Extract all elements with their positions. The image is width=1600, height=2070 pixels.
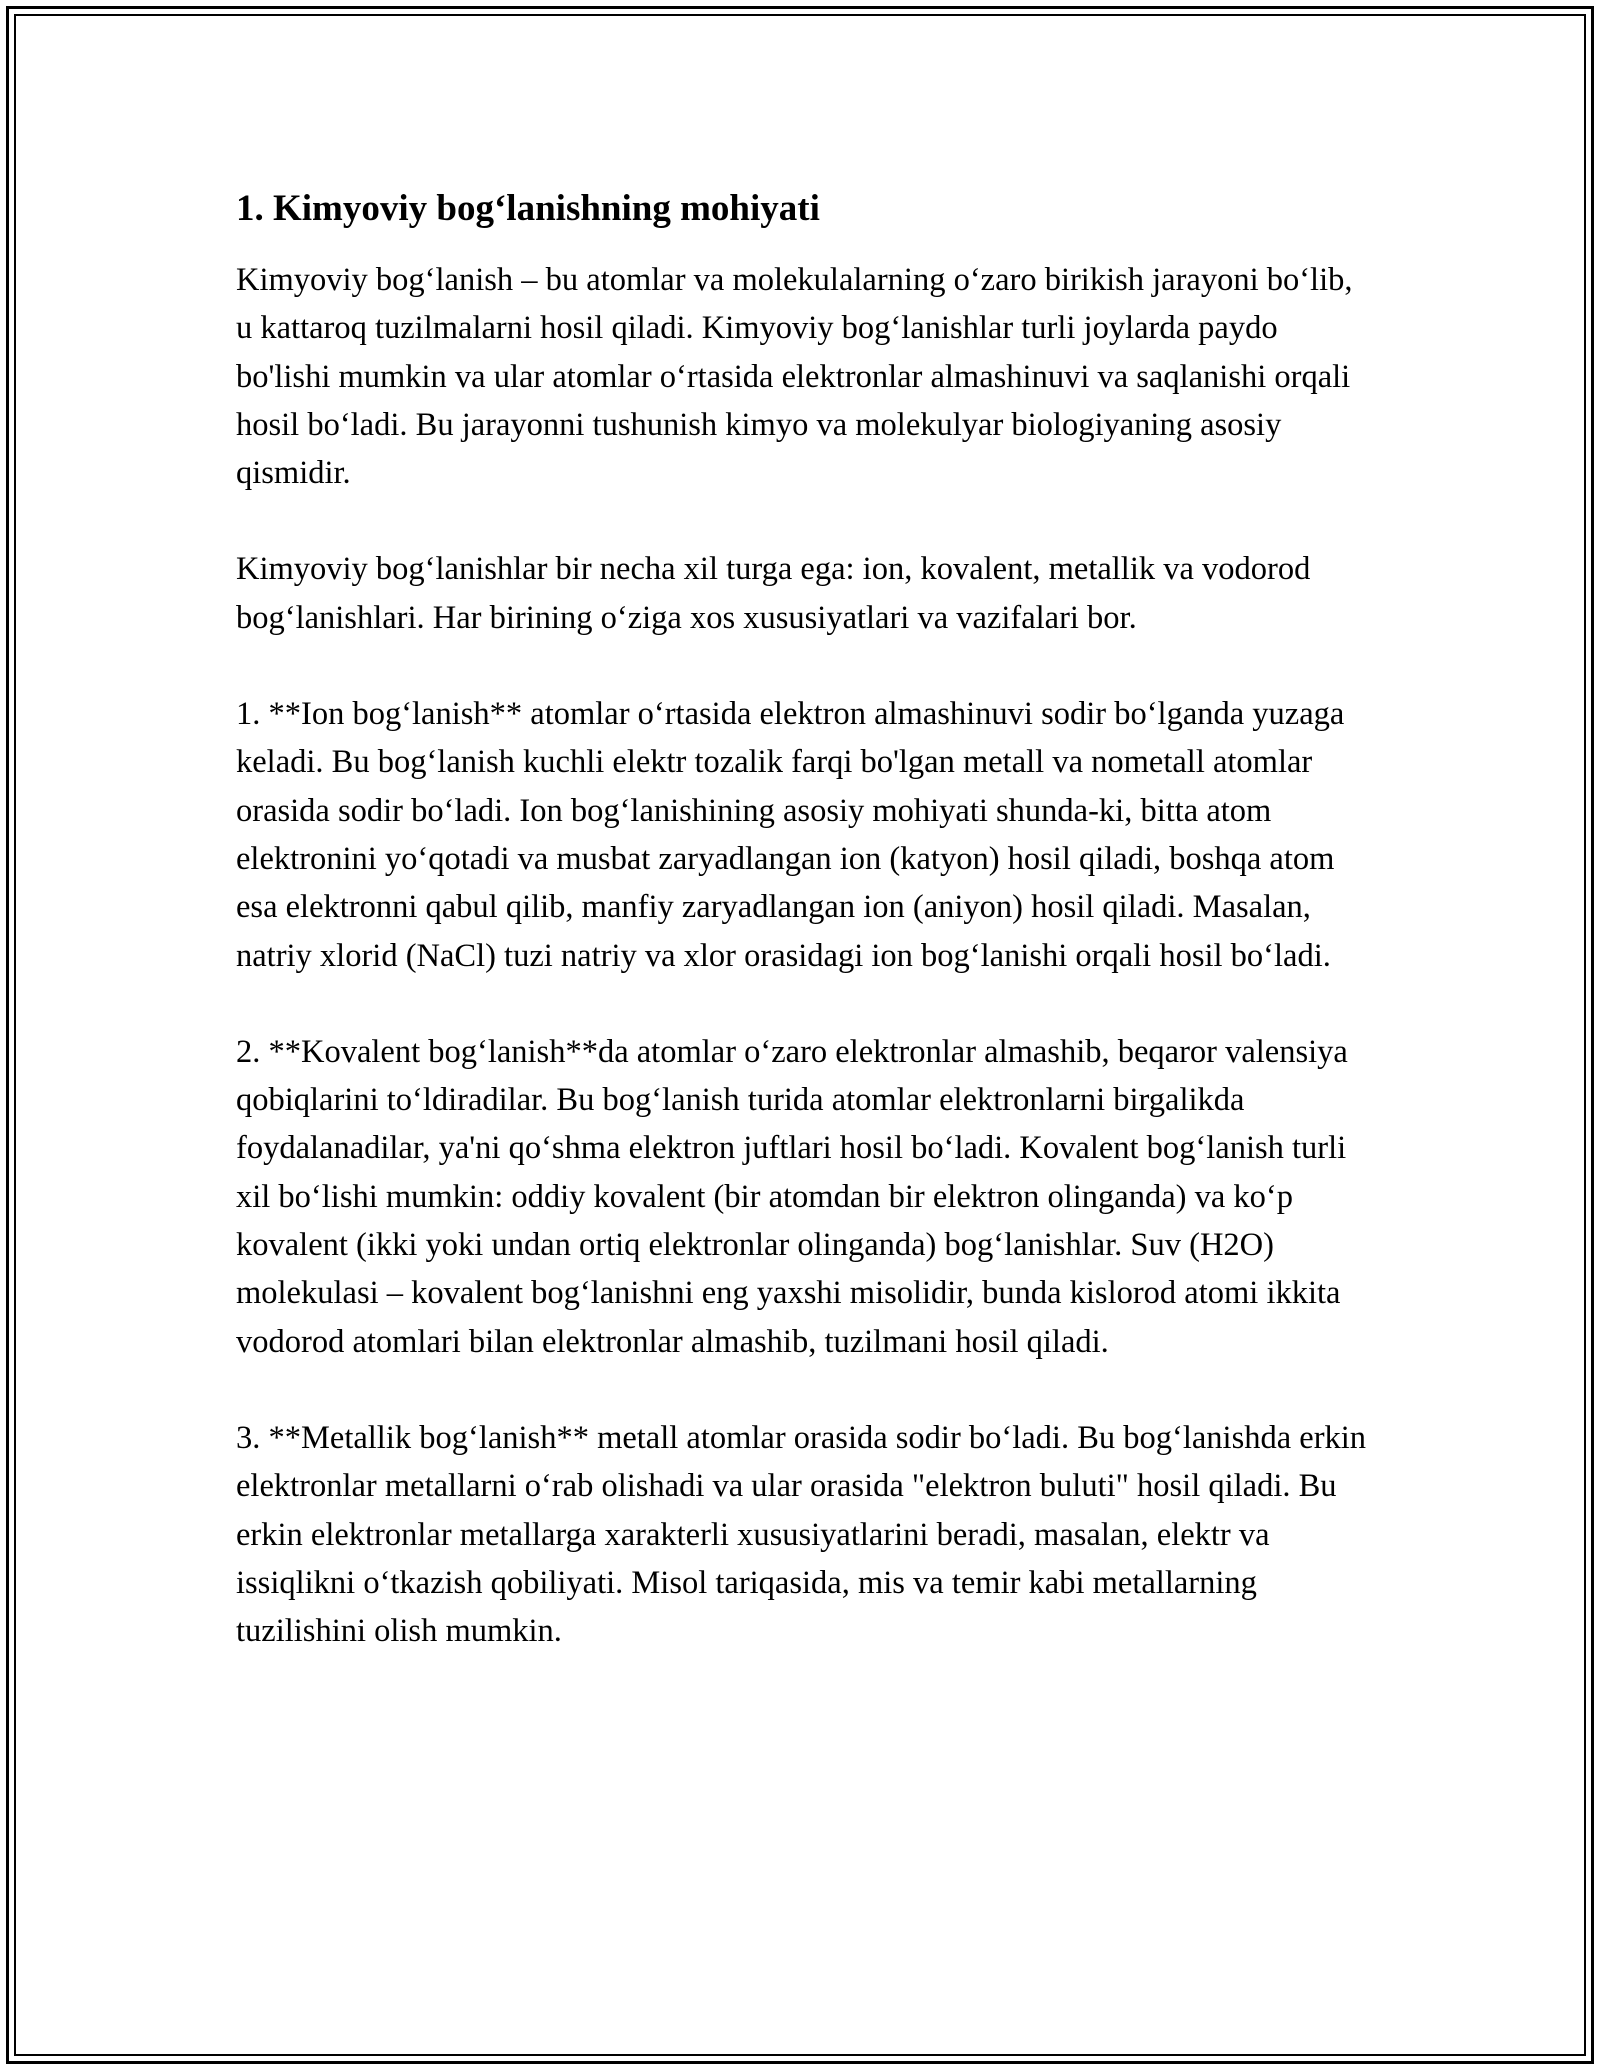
- paragraph-intro: Kimyoviy bog‘lanish – bu atomlar va molekulalarning o‘zaro birikish jarayoni bo‘lib, u kattaroq tuzilmalarni hosil qiladi. Kimyoviy bog‘lanishlar turli joylarda paydo bo'lishi mumkin va ular atomlar o‘rtasida elektronlar almashinuvi va saqlanishi orqali hosil bo‘ladi. Bu jarayonni tushunish kimyo va molekulyar biologiyaning asosiy qismidir.: [236, 262, 1353, 492]
- paragraph-metallic-bond: 3. **Metallik bog‘lanish** metall atomlar orasida sodir bo‘ladi. Bu bog‘lanishda erkin elektronlar metallarni o‘rab olishadi va ular orasida "elektron buluti" hosil qiladi. Bu erkin elektronlar metallarga xarakterli xususiyatlarini beradi, masalan, elektr va issiqlikni o‘tkazish qobiliyati. Misol tariqasida, mis va temir kabi metallarning tuzilishini olish mumkin.: [236, 1419, 1367, 1650]
- paragraph-covalent-bond: 2. **Kovalent bog‘lanish**da atomlar o‘zaro elektronlar almashib, beqaror valensiya qobiqlarini to‘ldiradilar. Bu bog‘lanish turida atomlar elektronlarni birgalikda foydalanadilar, ya'ni qo‘shma elektron juftlari hosil bo‘ladi. Kovalent bog‘lanish turli xil bo‘lishi mumkin: oddiy kovalent (bir atomdan bir elektron olinganda) va ko‘p kovalent (ikki yoki undan ortiq elektronlar olinganda) bog‘lanishlar. Suv (H2O) molekulasi – kovalent bog‘lanishni eng yaxshi misolidir, bunda kislorod atomi ikkita vodorod atomlari bilan elektronlar almashib, tuzilmani hosil qiladi.: [236, 1033, 1348, 1360]
- section-title: 1. Kimyoviy bog‘lanishning mohiyati: [236, 188, 820, 229]
- paragraph-bond-types: Kimyoviy bog‘lanishlar bir necha xil turga ega: ion, kovalent, metallik va vodorod bog‘lanishlari. Har birining o‘ziga xos xususiyatlari va vazifalari bor.: [236, 551, 1311, 636]
- document-body: [236, 185, 1376, 1655]
- paragraph-ionic-bond: 1. **Ion bog‘lanish** atomlar o‘rtasida elektron almashinuvi sodir bo‘lganda yuzaga keladi. Bu bog‘lanish kuchli elektr tozalik farqi bo'lgan metall va nometall atomlar orasida sodir bo‘ladi. Ion bog‘lanishining asosiy mohiyati shunda-ki, bitta atom elektronini yo‘qotadi va musbat zaryadlangan ion (katyon) hosil qiladi, boshqa atom esa elektronni qabul qilib, manfiy zaryadlangan ion (aniyon) hosil qiladi. Masalan, natriy xlorid (NaCl) tuzi natriy va xlor orasidagi ion bog‘lanishi orqali hosil bo‘ladi.: [236, 696, 1345, 974]
